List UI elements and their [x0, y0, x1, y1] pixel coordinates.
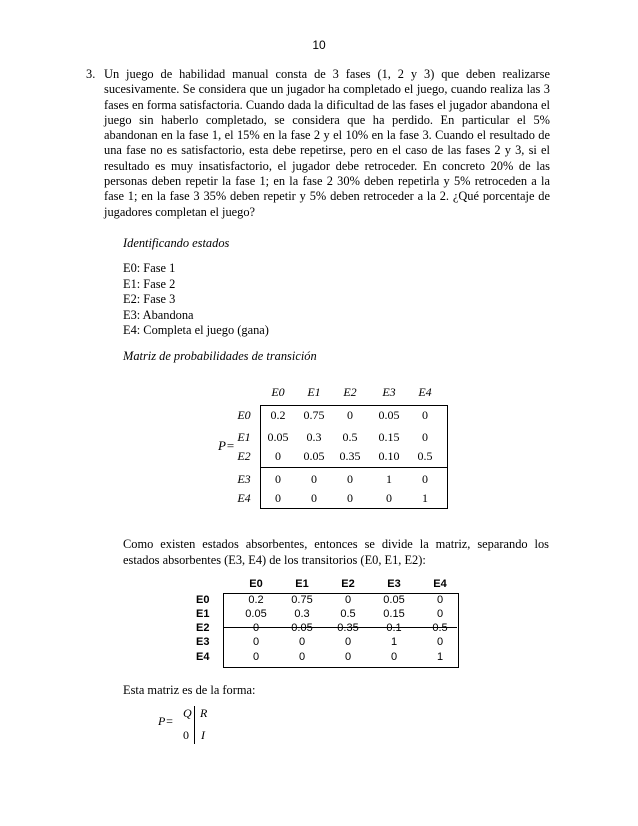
matrix-cell: 0.3	[306, 430, 322, 444]
row-label: E2	[237, 449, 251, 463]
problem-statement	[86, 67, 550, 220]
row-label: E1	[196, 608, 210, 620]
problem-number: 3.	[86, 67, 96, 81]
state-item: E2: Fase 3	[123, 292, 176, 306]
matrix-cell: 0	[252, 636, 260, 648]
block-q: Q	[183, 706, 192, 720]
matrix-cell: 0.75	[291, 594, 313, 606]
paragraph-partition: Como existen estados absorbentes, entonces se divide la matriz, separando los estados absorbentes (E3, E4) de los transitorios (E0, E1, E2):	[123, 537, 549, 567]
matrix-cell: 1	[390, 636, 398, 648]
matrix-cell: 0.3	[294, 608, 310, 620]
row-label: E0	[237, 408, 251, 422]
row-label: E0	[196, 594, 210, 606]
matrix-cell: 0.5	[417, 449, 433, 463]
column-header: E1	[307, 385, 321, 399]
matrix-cell: 0.5	[432, 622, 448, 634]
matrix-cell: 0.05	[291, 622, 313, 634]
column-header: E4	[433, 578, 447, 590]
matrix-heading: Matriz de probabilidades de transición	[123, 349, 317, 363]
block-matrix-label: P=	[158, 714, 174, 728]
matrix-cell: 0.2	[248, 594, 264, 606]
problem-text: Un juego de habilidad manual consta de 3 fases (1, 2 y 3) que deben realizarse sucesivamente. Se considera que un jugador ha completado el juego, cuando realiza las 3 fases en forma satisfactoria. Cuando dada la dificultad de las fases el jugador abandona el juego sin haberlo completado, se considera que ha perdido. En particular el 5% abandonan en la fase 1, el 15% en la fase 2 y el 10% en la fase 3. Cuando el resultado de una fase no es satisfactorio, esta debe repetirse, pero en el caso de las fases 2 y 3, si el resultado es muy insatisfactorio, el jugador debe retroceder. En concreto 20% de las personas deben repetir la fase 1; en la fase 2 30% deben repetirla y 5% retroceden a la fase 1; en la fase 3 35% deben repetir y 5% deben retroceder a la 2. ¿Qué porcentaje de jugadores completan el juego?	[104, 67, 550, 219]
matrix-cell: 0	[344, 594, 352, 606]
matrix-cell: 0.05	[303, 449, 325, 463]
matrix-cell: 0.15	[383, 608, 405, 620]
column-header: E4	[418, 385, 432, 399]
matrix-cell: 0	[347, 491, 353, 505]
matrix-cell: 0	[311, 491, 317, 505]
matrix-cell: 0	[275, 491, 281, 505]
matrix-cell: 1	[422, 491, 428, 505]
matrix-cell: 0.05	[383, 594, 405, 606]
column-header: E3	[382, 385, 396, 399]
row-label: E2	[196, 622, 210, 634]
matrix-cell: 0.15	[378, 430, 400, 444]
matrix-cell: 0	[275, 472, 281, 486]
matrix-cell: 0	[298, 636, 306, 648]
matrix-cell: 0	[436, 636, 444, 648]
page-number: 10	[312, 38, 326, 52]
row-label: E4	[196, 651, 210, 663]
state-item: E1: Fase 2	[123, 276, 176, 291]
matrix-cell: 0.05	[378, 408, 400, 422]
row-label: E1	[237, 430, 251, 444]
row-label: E4	[237, 491, 251, 505]
matrix-cell: 0	[347, 408, 353, 422]
matrix-cell: 0.10	[378, 449, 400, 463]
matrix-row	[230, 491, 428, 511]
matrix-cell: 0	[436, 594, 444, 606]
matrix-cell: 0	[422, 472, 428, 486]
matrix-cell: 0	[386, 491, 392, 505]
column-header: E3	[387, 578, 401, 590]
column-header: E2	[341, 578, 355, 590]
paragraph-form: Esta matriz es de la forma:	[123, 683, 256, 697]
state-item: E3: Abandona	[123, 307, 194, 322]
column-header: E1	[295, 578, 309, 590]
matrix-cell: 0	[275, 449, 281, 463]
matrix-cell: 0	[347, 472, 353, 486]
matrix-cell: 0.5	[340, 608, 356, 620]
matrix-cell: 0.05	[267, 430, 289, 444]
matrix-cell: 0	[252, 651, 260, 663]
matrix-cell: 0	[311, 472, 317, 486]
matrix-row	[230, 408, 428, 428]
matrix-cell: 0	[298, 651, 306, 663]
column-header: E0	[271, 385, 285, 399]
matrix-cell: 0.2	[270, 408, 286, 422]
matrix-cell: 0	[422, 408, 428, 422]
matrix-cell: 0	[344, 651, 352, 663]
matrix-cell: 0.35	[339, 449, 361, 463]
matrix-cell: 0	[436, 608, 444, 620]
matrix-cell: 0.75	[303, 408, 325, 422]
state-item: E4: Completa el juego (gana)	[123, 323, 269, 337]
matrix-cell: 0	[390, 651, 398, 663]
matrix-cell: 0.5	[342, 430, 358, 444]
matrix-cell: 0	[422, 430, 428, 444]
matrix-cell: 0.05	[245, 608, 267, 620]
states-heading: Identificando estados	[123, 236, 230, 250]
matrix-cell: 0.1	[386, 622, 402, 634]
matrix-cell: 0.35	[337, 622, 359, 634]
states-list	[123, 261, 269, 339]
row-label: E3	[196, 636, 210, 648]
column-header: E2	[343, 385, 357, 399]
matrix-cell: 1	[436, 651, 444, 663]
block-r: R	[200, 706, 208, 720]
matrix-row	[230, 449, 433, 469]
matrix-label: P=	[218, 438, 235, 453]
row-label: E3	[237, 472, 251, 486]
matrix-cell: 1	[386, 472, 392, 486]
column-header: E0	[249, 578, 263, 590]
matrix-cell: 0	[252, 622, 260, 634]
state-item: E0: Fase 1	[123, 261, 176, 275]
block-zero: 0	[183, 728, 189, 742]
matrix-row	[230, 472, 428, 492]
matrix-cell: 0	[344, 636, 352, 648]
block-i: I	[201, 728, 205, 742]
matrix-row	[230, 430, 428, 450]
